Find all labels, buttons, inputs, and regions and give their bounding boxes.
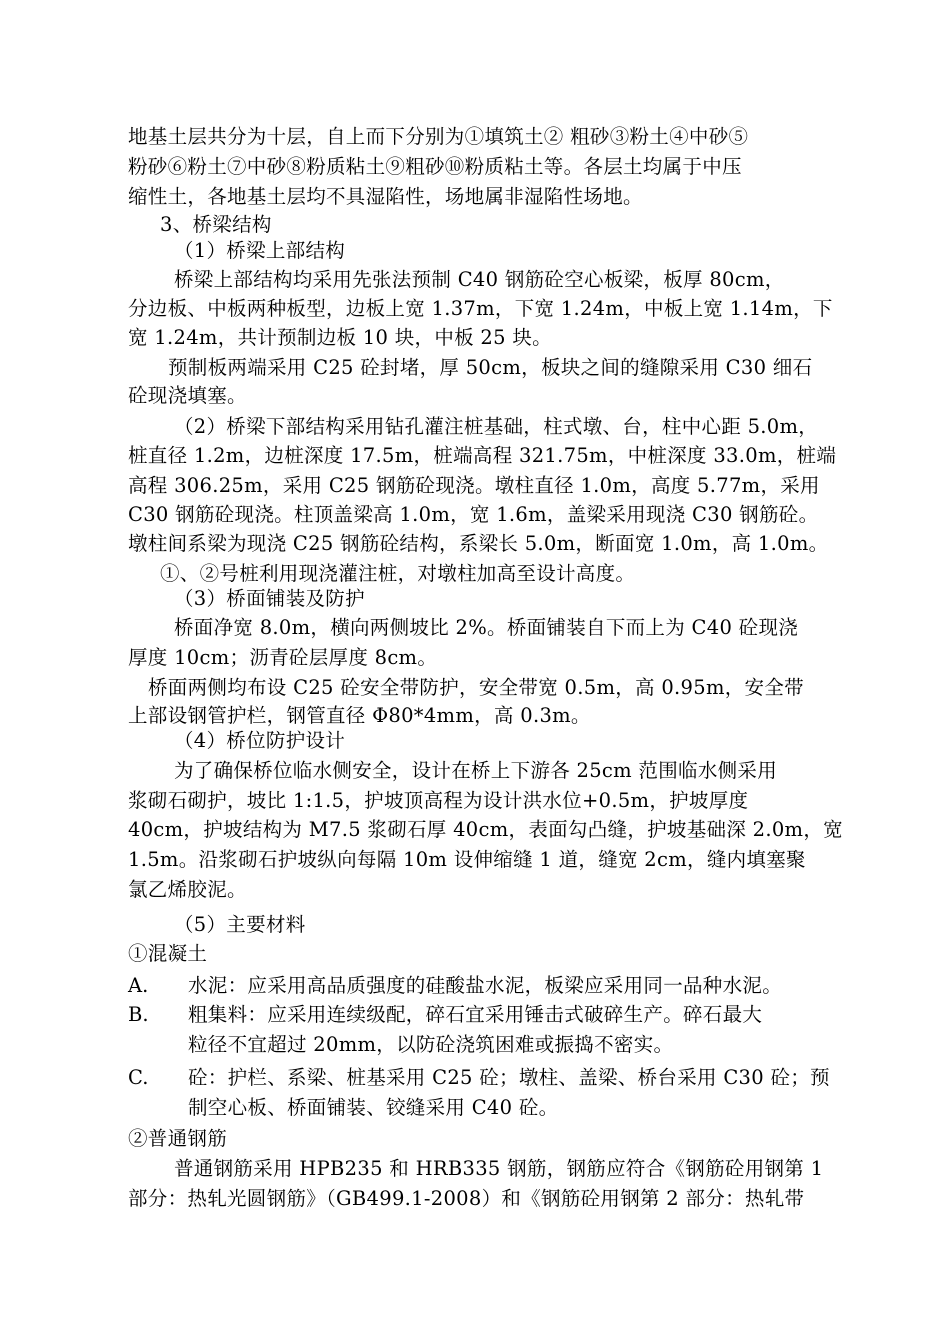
paragraph-line: 浆砌石砌护，坡比 1:1.5，护坡顶高程为设计洪水位+0.5m，护坡厚度 (128, 789, 749, 812)
paragraph-line: 厚度 10cm；沥青砼层厚度 8cm。 (128, 646, 438, 669)
list-label-c: C. (128, 1066, 149, 1089)
subsection-heading: （5）主要材料 (174, 913, 306, 936)
subsection-heading: （3）桥面铺装及防护 (174, 587, 365, 610)
subsection-heading: （1）桥梁上部结构 (174, 239, 346, 262)
list-item: 粗集料：应采用连续级配，碎石宜采用锤击式破碎生产。碎石最大 (188, 1003, 763, 1026)
list-label-b: B. (128, 1003, 149, 1026)
paragraph-line: 桥面净宽 8.0m，横向两侧坡比 2%。桥面铺装自下而上为 C40 砼现浇 (174, 616, 799, 639)
list-heading: ①混凝土 (128, 942, 208, 965)
paragraph-line: 氯乙烯胶泥。 (128, 878, 247, 901)
paragraph-line: 粉砂⑥粉土⑦中砂⑧粉质粘土⑨粗砂⑩粉质粘土等。各层土均属于中压 (128, 155, 742, 178)
paragraph-line: 桩直径 1.2m，边桩深度 17.5m，桩端高程 321.75m，中桩深度 33.0m，桩端 (128, 444, 837, 467)
section-heading: 3、桥梁结构 (160, 213, 272, 236)
paragraph-line: 40cm，护坡结构为 M7.5 浆砌石厚 40cm，表面勾凸缝，护坡基础深 2.0m，宽 (128, 818, 843, 841)
paragraph-line: 墩柱间系梁为现浇 C25 钢筋砼结构，系梁长 5.0m，断面宽 1.0m，高 1.0m。 (128, 532, 829, 555)
paragraph-line: 宽 1.24m，共计预制边板 10 块，中板 25 块。 (128, 326, 552, 349)
list-item: 砼：护栏、系梁、桩基采用 C25 砼；墩柱、盖梁、桥台采用 C30 砼；预 (188, 1066, 830, 1089)
paragraph-line: 普通钢筋采用 HPB235 和 HRB335 钢筋，钢筋应符合《钢筋砼用钢第 1 (174, 1157, 824, 1180)
paragraph-line: 缩性土，各地基土层均不具湿陷性，场地属非湿陷性场地。 (128, 185, 643, 208)
subsection-heading: （4）桥位防护设计 (174, 729, 346, 752)
paragraph-line: 桥梁上部结构均采用先张法预制 C40 钢筋砼空心板梁，板厚 80cm， (174, 268, 785, 291)
list-label-a: A. (128, 974, 149, 997)
paragraph-line: 分边板、中板两种板型，边板上宽 1.37m，下宽 1.24m，中板上宽 1.14m，下 (128, 297, 833, 320)
list-item-continuation: 粒径不宜超过 20mm，以防砼浇筑困难或振捣不密实。 (188, 1033, 674, 1056)
paragraph-line: （2）桥梁下部结构采用钻孔灌注桩基础，柱式墩、台，柱中心距 5.0m， (174, 415, 819, 438)
paragraph-line: 砼现浇填塞。 (128, 384, 247, 407)
paragraph-line: 地基土层共分为十层，自上而下分别为①填筑土② 粗砂③粉土④中砂⑤ (128, 125, 749, 148)
paragraph-line: ①、②号桩利用现浇灌注桩，对墩柱加高至设计高度。 (160, 562, 636, 585)
paragraph-line: 1.5m。沿浆砌石护坡纵向每隔 10m 设伸缩缝 1 道，缝宽 2cm，缝内填塞聚 (128, 848, 806, 871)
paragraph-line: 桥面两侧均布设 C25 砼安全带防护，安全带宽 0.5m，高 0.95m，安全带 (148, 676, 804, 699)
paragraph-line: 部分：热轧光圆钢筋》（GB499.1-2008）和《钢筋砼用钢第 2 部分：热轧带 (128, 1187, 805, 1210)
paragraph-line: 预制板两端采用 C25 砼封堵，厚 50cm，板块之间的缝隙采用 C30 细石 (168, 356, 813, 379)
paragraph-line: C30 钢筋砼现浇。柱顶盖梁高 1.0m，宽 1.6m，盖梁采用现浇 C30 钢筋砼。 (128, 503, 819, 526)
paragraph-line: 上部设钢管护栏，钢管直径 Φ80*4mm，高 0.3m。 (128, 704, 591, 727)
list-item-continuation: 制空心板、桥面铺装、铰缝采用 C40 砼。 (188, 1096, 559, 1119)
list-item: 水泥：应采用高品质强度的硅酸盐水泥，板梁应采用同一品种水泥。 (188, 974, 783, 997)
paragraph-line: 为了确保桥位临水侧安全，设计在桥上下游各 25cm 范围临水侧采用 (174, 759, 778, 782)
list-heading: ②普通钢筋 (128, 1127, 228, 1150)
paragraph-line: 高程 306.25m，采用 C25 钢筋砼现浇。墩柱直径 1.0m，高度 5.77m，采用 (128, 474, 820, 497)
